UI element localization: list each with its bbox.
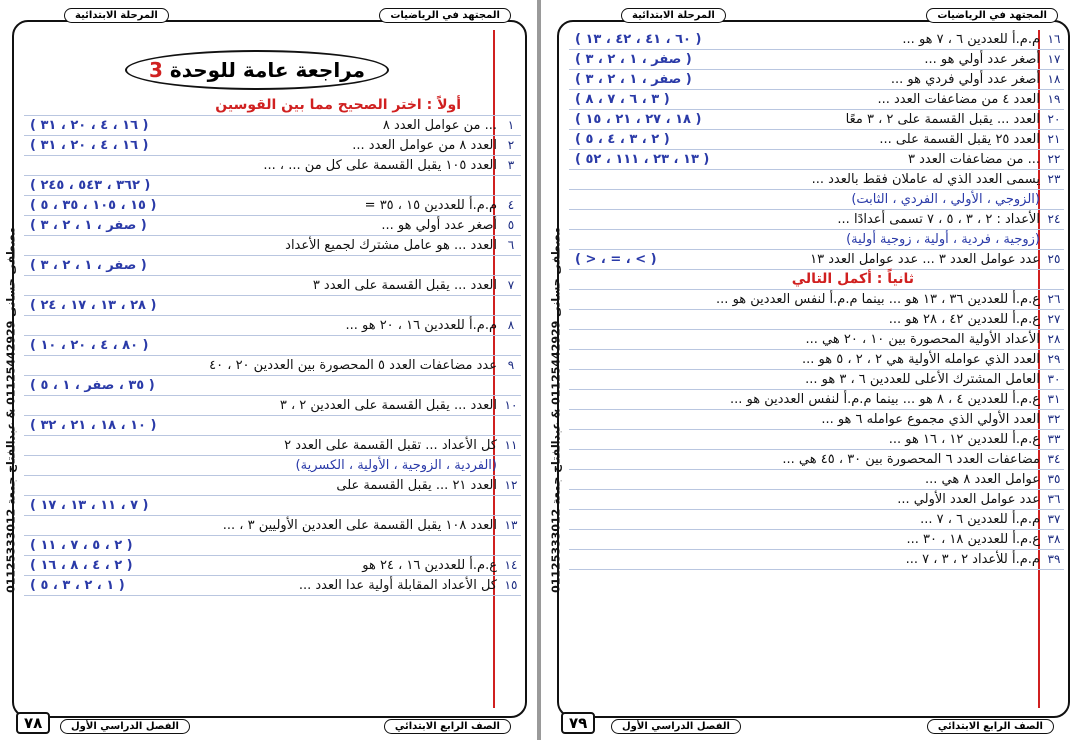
question-text: العدد ١٠٥ يقبل القسمة على كل من ... ، ...: [263, 158, 497, 173]
answer-options: ( ١٦ ، ٤ ، ٢٠ ، ٣١ ): [30, 118, 149, 133]
question-text: عدد مضاعفات العدد ٥ المحصورة بين العددين ٢٠ ، ٤٠: [209, 358, 497, 373]
question-number: ١٩: [1047, 92, 1061, 106]
question-number: ١٢: [504, 478, 518, 492]
question-number: ٥: [507, 218, 515, 232]
question-number: ٦: [507, 238, 515, 252]
question-number: ٢٦: [1047, 292, 1061, 306]
question-text: ع.م.أ للعددين ٤ ، ٨ هو ... بينما م.م.أ لنفس العددين هو ...: [730, 392, 1040, 407]
question-text: العدد ... يقبل القسمة على العدد ٣: [312, 278, 497, 293]
question-number: ٢١: [1047, 132, 1061, 146]
answer-options: ( صفر ، ١ ، ٢ ، ٣ ): [30, 258, 147, 273]
question-number: ٩: [507, 358, 515, 372]
question-text: العامل المشترك الأعلى للعددين ٦ ، ٣ هو ...: [805, 372, 1040, 387]
question-text: العدد ... هو عامل مشترك لجميع الأعداد: [285, 238, 497, 253]
question-row: [24, 576, 521, 596]
question-row: [569, 30, 1064, 50]
question-number: ١٦: [1047, 32, 1061, 46]
left-page: [0, 0, 535, 740]
question-row: [24, 336, 521, 356]
question-row: [569, 330, 1064, 350]
question-number: ٧: [507, 278, 515, 292]
question-row: [24, 556, 521, 576]
question-text: العدد ... يقبل القسمة على العددين ٢ ، ٣: [279, 398, 497, 413]
question-text: الأعداد : ٢ ، ٣ ، ٥ ، ٧ تسمى أعدادًا ...: [837, 212, 1040, 227]
question-text: العدد ٢١ ... يقبل القسمة على: [336, 478, 497, 493]
question-row: [24, 396, 521, 416]
question-number: ٢٩: [1047, 352, 1061, 366]
question-text: ع.م.أ للعددين ١٨ ، ٣٠ ...: [906, 532, 1040, 547]
question-text: ع.م.أ للعددين ٤٢ ، ٢٨ هو ...: [888, 312, 1040, 327]
question-text: العدد ٤ من مضاعفات العدد ...: [877, 92, 1040, 107]
question-row: [569, 470, 1064, 490]
question-row: [569, 70, 1064, 90]
question-text: أصغر عدد أولي فردي هو ...: [890, 72, 1040, 87]
question-number: ٨: [507, 318, 515, 332]
question-row: [569, 350, 1064, 370]
question-text: يسمى العدد الذي له عاملان فقط بالعدد ...: [811, 172, 1040, 187]
right-page: [545, 0, 1078, 740]
question-number: ٣٠: [1047, 372, 1061, 386]
question-text: ع.م.أ للعددين ١٦ ، ٢٤ هو: [362, 558, 497, 573]
answer-options: ( ١٥ ، ١٠٥ ، ٣٥ ، ٥ ): [30, 198, 157, 213]
question-number: ٢: [507, 138, 515, 152]
answer-options: ( > ، = ، < ): [575, 252, 657, 267]
question-text: ثانياً : أكمل التالي: [791, 271, 914, 287]
question-text: أصغر عدد أولي هو ...: [924, 52, 1040, 67]
question-row: [24, 116, 521, 136]
page-number: ٧٩: [561, 712, 595, 734]
answer-options: ( ١٨ ، ٢٧ ، ٢١ ، ١٥ ): [575, 112, 702, 127]
question-number: ٣٦: [1047, 492, 1061, 506]
question-row: [24, 276, 521, 296]
grade-pill: الصف الرابع الابتدائي: [384, 719, 511, 734]
answer-options: ( ٢ ، ٣ ، ٤ ، ٥ ): [575, 132, 670, 147]
answer-options: ( ١ ، ٢ ، ٣ ، ٥ ): [30, 578, 125, 593]
question-text: م.م.أ للأعداد ٢ ، ٣ ، ٧ ...: [905, 552, 1040, 567]
question-text: ... من عوامل العدد ٨: [382, 118, 497, 133]
question-number: ٣٨: [1047, 532, 1061, 546]
book-title-pill: المجتهد في الرياضيات: [926, 8, 1058, 23]
question-number: ٢٥: [1047, 252, 1061, 266]
term-pill: الفصل الدراسي الأول: [60, 719, 190, 734]
question-text: عدد عوامل العدد ٣ ... عدد عوامل العدد ١٣: [810, 252, 1040, 267]
answer-options: ( ٣٦٢ ، ٥٤٣ ، ٢٤٥ ): [30, 178, 151, 193]
question-list: [569, 30, 1064, 706]
question-number: ٣: [507, 158, 515, 172]
question-text: (الزوجي ، الأولي ، الفردي ، الثابت): [851, 192, 1040, 207]
question-row: [24, 376, 521, 396]
question-number: ٢٧: [1047, 312, 1061, 326]
question-row: [569, 210, 1064, 230]
question-row: [569, 110, 1064, 130]
answer-options: ( صفر ، ١ ، ٢ ، ٣ ): [575, 52, 692, 67]
answer-options: ( ٦٠ ، ٤١ ، ٤٢ ، ١٣ ): [575, 32, 702, 47]
question-row: [24, 136, 521, 156]
question-number: ٣٢: [1047, 412, 1061, 426]
question-text: العدد ١٠٨ يقبل القسمة على العددين الأوليين ٣ ، ...: [222, 518, 497, 533]
book-title-pill: المجتهد في الرياضيات: [379, 8, 511, 23]
question-row: [24, 316, 521, 336]
answer-options: ( صفر ، ١ ، ٢ ، ٣ ): [30, 218, 147, 233]
question-text: ع.م.أ للعددين ٣٦ ، ١٣ هو ... بينما م.م.أ لنفس العددين هو ...: [716, 292, 1040, 307]
question-row: [24, 496, 521, 516]
question-row: [569, 310, 1064, 330]
question-number: ٢٨: [1047, 332, 1061, 346]
question-row: [24, 536, 521, 556]
question-text: كل الأعداد المقابلة أولية عدا العدد ...: [298, 578, 497, 593]
question-row: [569, 490, 1064, 510]
question-row: [24, 236, 521, 256]
question-text: م.م.أ للعددين ١٥ ، ٣٥ =: [364, 198, 497, 213]
question-text: العدد ٨ من عوامل العدد ...: [352, 138, 497, 153]
question-text: م.م.أ للعددين ١٦ ، ٢٠ هو ...: [345, 318, 497, 333]
question-text: كل الأعداد ... تقبل القسمة على العدد ٢: [284, 438, 497, 453]
question-text: (زوجية ، فردية ، أولية ، زوجية أولية): [846, 232, 1040, 247]
answer-options: ( ٣ ، ٦ ، ٧ ، ٨ ): [575, 92, 670, 107]
page-title: مراجعة عامة للوحدة 3: [125, 50, 389, 90]
question-number: ٢٠: [1047, 112, 1061, 126]
question-text: م.م.أ للعددين ٦ ، ٧ هو ...: [902, 32, 1040, 47]
question-number: ١٧: [1047, 52, 1061, 66]
author-side-text: مصطفى حسانى 01125442929 & عبدالفتاح جمعة 01125333012: [4, 227, 18, 593]
question-number: ٣٧: [1047, 512, 1061, 526]
question-number: ٣٥: [1047, 472, 1061, 486]
question-number: ٣١: [1047, 392, 1061, 406]
question-number: ٣٤: [1047, 452, 1061, 466]
question-row: [24, 416, 521, 436]
question-row: [569, 170, 1064, 190]
question-row: [24, 296, 521, 316]
question-text: أصغر عدد أولي هو ...: [381, 218, 497, 233]
question-text: مضاعفات العدد ٦ المحصورة بين ٣٠ ، ٤٥ هي ...: [782, 452, 1040, 467]
page-number: ٧٨: [16, 712, 50, 734]
question-row: [569, 130, 1064, 150]
question-text: العدد الأولي الذي مجموع عوامله ٦ هو ...: [821, 412, 1040, 427]
question-row: [24, 476, 521, 496]
question-text: (الفردية ، الزوجية ، الأولية ، الكسرية): [295, 458, 497, 473]
answer-options: ( ١٠ ، ١٨ ، ٢١ ، ٣٢ ): [30, 418, 157, 433]
answer-options: ( ٢ ، ٥ ، ٧ ، ١١ ): [30, 538, 133, 553]
question-row: [569, 290, 1064, 310]
question-text: م.م.أ للعددين ٦ ، ٧ ...: [920, 512, 1040, 527]
question-text: العدد ٢٥ يقبل القسمة على ...: [879, 132, 1040, 147]
question-row: [569, 430, 1064, 450]
question-row: [569, 550, 1064, 570]
author-side-text: مصطفى حسانى 01125442929 & عبدالفتاح جمعة 01125333012: [549, 227, 563, 593]
answer-options: ( ٢٨ ، ١٣ ، ١٧ ، ٢٤ ): [30, 298, 157, 313]
grade-pill: الصف الرابع الابتدائي: [927, 719, 1054, 734]
question-list: [24, 96, 521, 706]
question-number: ٢٣: [1047, 172, 1061, 186]
question-row: [569, 250, 1064, 270]
question-number: ١٠: [504, 398, 518, 412]
question-row: [569, 150, 1064, 170]
stage-pill: المرحلة الابتدائية: [621, 8, 726, 23]
section-heading: [569, 270, 1064, 290]
question-number: ٤: [507, 198, 515, 212]
question-row: [24, 436, 521, 456]
answer-options: ( ٧ ، ١١ ، ١٣ ، ١٧ ): [30, 498, 149, 513]
question-row: [24, 356, 521, 376]
question-row: [569, 450, 1064, 470]
question-text: العدد الذي عوامله الأولية هي ٢ ، ٢ ، ٥ هو ...: [802, 352, 1040, 367]
question-text: ... من مضاعفات العدد ٣: [908, 152, 1040, 167]
answer-options: ( صفر ، ١ ، ٢ ، ٣ ): [575, 72, 692, 87]
question-number: ٣٩: [1047, 552, 1061, 566]
question-number: ٢٤: [1047, 212, 1061, 226]
question-number: ١٨: [1047, 72, 1061, 86]
question-number: ٣٣: [1047, 432, 1061, 446]
answer-options: ( ٢ ، ٤ ، ٨ ، ١٦ ): [30, 558, 133, 573]
question-text: عدد عوامل العدد الأولي ...: [897, 492, 1040, 507]
question-row: [569, 90, 1064, 110]
answer-options: ( ٣٥ ، صفر ، ١ ، ٥ ): [30, 378, 155, 393]
question-row: [569, 410, 1064, 430]
question-number: ١: [507, 118, 515, 132]
question-row: [24, 196, 521, 216]
question-row: [24, 176, 521, 196]
question-row: [24, 216, 521, 236]
question-row: [569, 50, 1064, 70]
answer-options: ( ١٦ ، ٤ ، ٢٠ ، ٣١ ): [30, 138, 149, 153]
question-number: ١١: [504, 438, 518, 452]
question-row: [569, 370, 1064, 390]
question-text: العدد ... يقبل القسمة على ٢ ، ٣ معًا: [845, 112, 1040, 127]
question-row: [569, 390, 1064, 410]
question-number: ١٣: [504, 518, 518, 532]
question-row: [569, 530, 1064, 550]
question-text: الأعداد الأولية المحصورة بين ١٠ ، ٢٠ هي ...: [805, 332, 1040, 347]
section-heading: أولاً : اختر الصحيح مما بين القوسين: [24, 96, 521, 116]
question-number: ٢٢: [1047, 152, 1061, 166]
question-text: ع.م.أ للعددين ١٢ ، ١٦ هو ...: [888, 432, 1040, 447]
question-row: [24, 156, 521, 176]
book-spine: [537, 0, 541, 740]
question-row: [569, 190, 1064, 210]
question-number: ١٥: [504, 578, 518, 592]
question-number: ١٤: [504, 558, 518, 572]
question-text: عوامل العدد ٨ هي ...: [925, 472, 1040, 487]
question-row: [569, 230, 1064, 250]
stage-pill: المرحلة الابتدائية: [64, 8, 169, 23]
question-row: [24, 516, 521, 536]
question-row: [569, 510, 1064, 530]
answer-options: ( ١٣ ، ٢٣ ، ١١١ ، ٥٢ ): [575, 152, 710, 167]
question-row: [24, 456, 521, 476]
answer-options: ( ٨٠ ، ٤ ، ٢٠ ، ١٠ ): [30, 338, 149, 353]
question-row: [24, 256, 521, 276]
term-pill: الفصل الدراسي الأول: [611, 719, 741, 734]
